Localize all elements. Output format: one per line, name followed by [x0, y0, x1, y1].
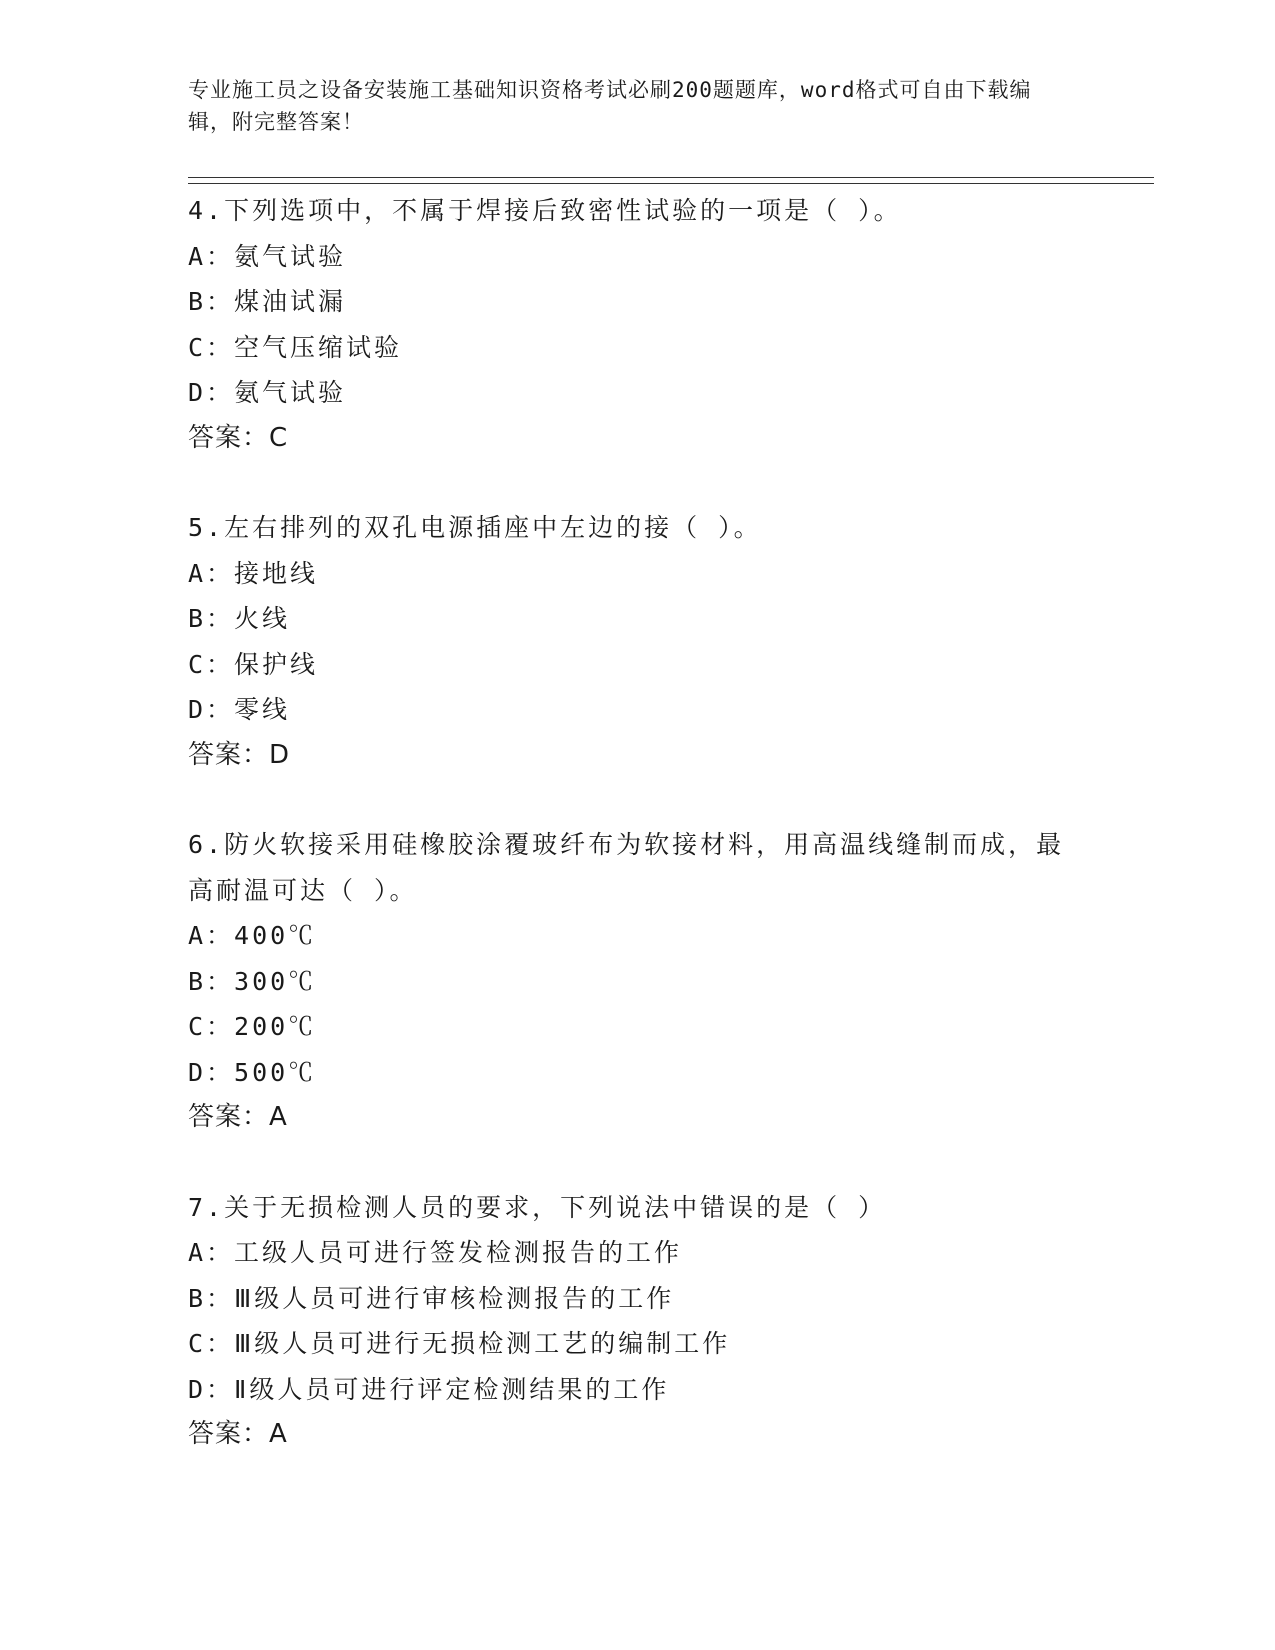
- option-a: A：氨气试验: [188, 241, 347, 271]
- option-d: D：Ⅱ级人员可进行评定检测结果的工作: [188, 1374, 670, 1404]
- question-stem: 6.防火软接采用硅橡胶涂覆玻纤布为软接材料，用高温线缝制而成，最高耐温可达（ ）。: [188, 830, 1065, 905]
- question-stem: 5.左右排列的双孔电源插座中左边的接（ ）。: [188, 513, 762, 542]
- answer-line: 答案：C: [188, 422, 289, 453]
- option-a: A：接地线: [188, 558, 319, 588]
- answer-line: 答案：A: [188, 1102, 288, 1132]
- option-b: B：煤油试漏: [188, 287, 347, 316]
- option-c: C：保护线: [188, 649, 319, 679]
- header-divider-bottom: [188, 183, 1154, 184]
- question-stem: 4.下列选项中，不属于焊接后致密性试验的一项是（ ）。: [188, 196, 902, 225]
- option-c: C：Ⅲ级人员可进行无损检测工艺的编制工作: [188, 1329, 731, 1358]
- option-d: D：零线: [188, 695, 291, 724]
- option-b: B：火线: [188, 604, 291, 633]
- answer-line: 答案：A: [188, 1419, 288, 1449]
- option-a: A：400℃: [188, 921, 317, 950]
- option-a: A：工级人员可进行签发检测报告的工作: [188, 1238, 683, 1267]
- option-c: C：空气压缩试验: [188, 332, 403, 362]
- document-header: 专业施工员之设备安装施工基础知识资格考试必刷200题题库，word格式可自由下载编辑，附完整答案！: [188, 78, 1032, 134]
- question-item: [188, 1185, 1148, 1458]
- question-item: [188, 822, 1148, 1141]
- option-d: D：氨气试验: [188, 378, 347, 407]
- option-b: B：Ⅲ级人员可进行审核检测报告的工作: [188, 1283, 675, 1313]
- question-stem: 7.关于无损检测人员的要求，下列说法中错误的是（ ）: [188, 1192, 887, 1222]
- question-item: [188, 188, 1148, 461]
- option-b: B：300℃: [188, 966, 317, 996]
- question-item: [188, 505, 1148, 778]
- question-list: [188, 188, 1148, 1458]
- option-d: D：500℃: [188, 1057, 317, 1087]
- answer-line: 答案：D: [188, 739, 291, 770]
- header-divider-top: [188, 177, 1154, 178]
- option-c: C：200℃: [188, 1012, 317, 1041]
